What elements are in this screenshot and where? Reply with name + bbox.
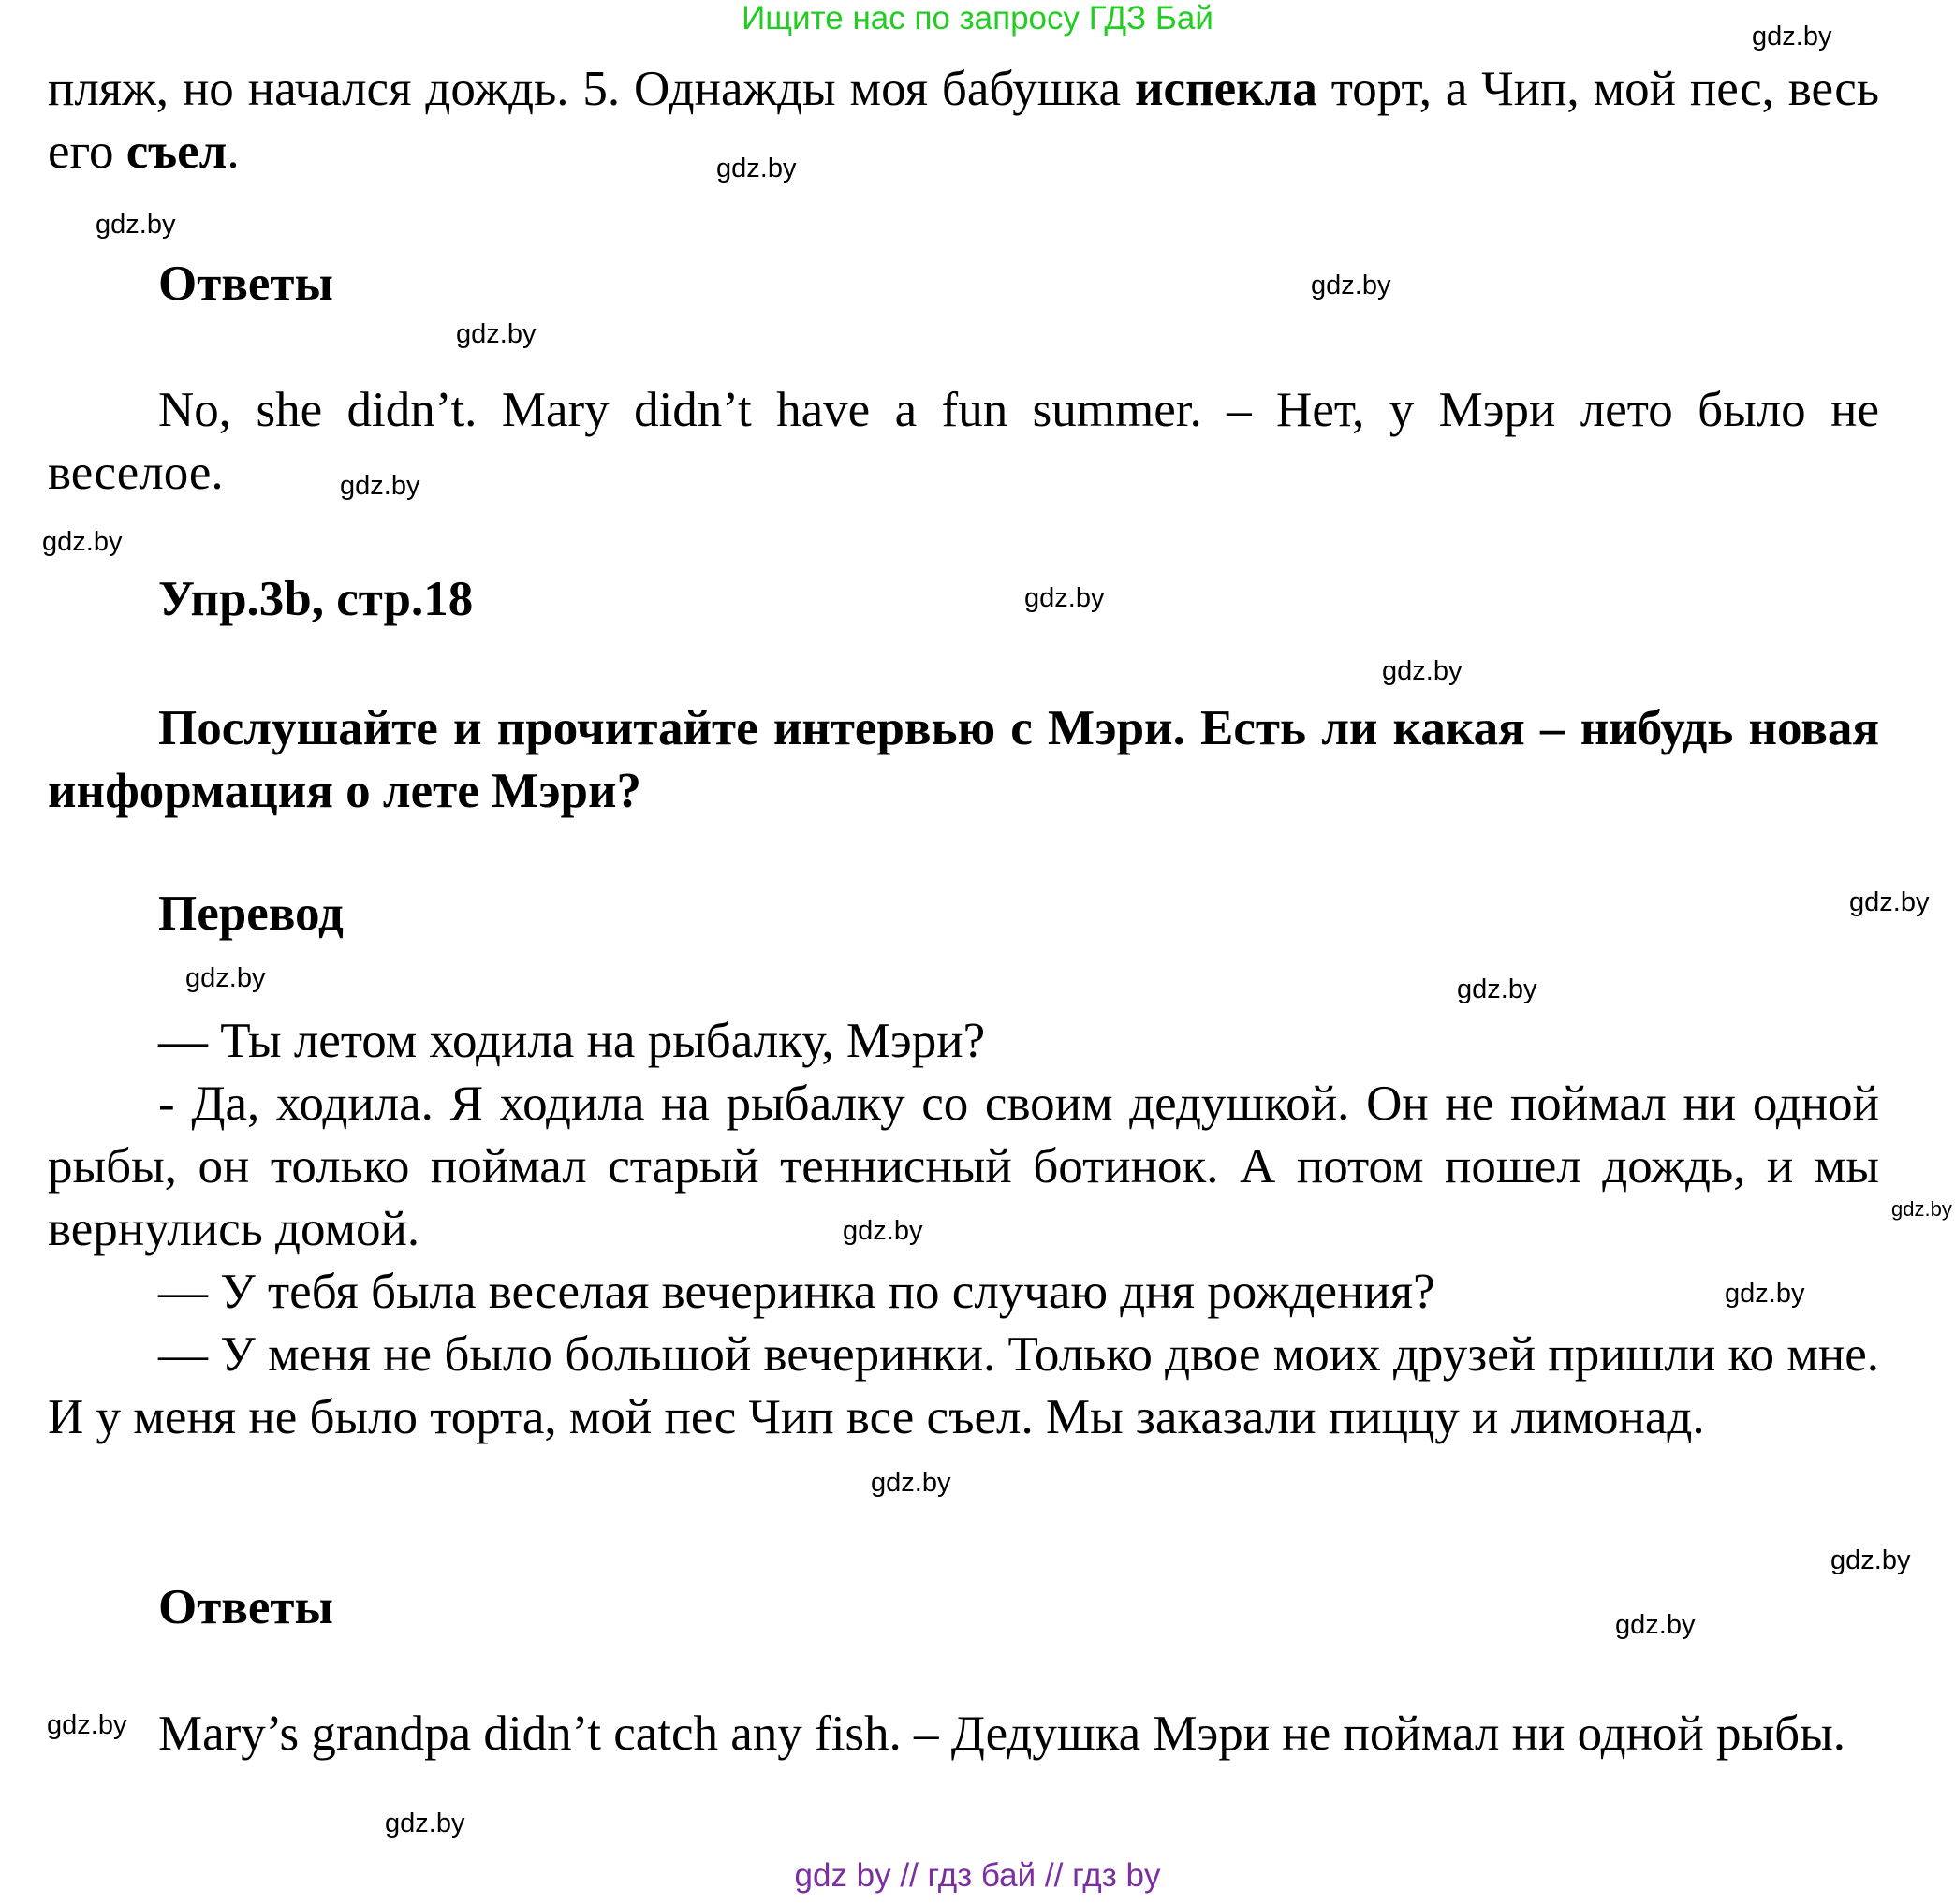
watermark: gdz.by: [96, 210, 176, 240]
watermark: gdz.by: [1615, 1610, 1696, 1640]
answer-paragraph: No, she didn’t. Mary didn’t have a fun summer. – Нет, у Мэри лето было не веселое.: [48, 383, 1879, 500]
translation-dialogue: [48, 1010, 1879, 1449]
dialogue-line: — У тебя была веселая вечеринка по случаю дня рождения?: [158, 1265, 1435, 1319]
intro-text: .: [227, 124, 240, 179]
answers-heading: Ответы: [158, 256, 333, 311]
watermark: gdz.by: [47, 1710, 127, 1740]
watermark: gdz.by: [1382, 656, 1463, 686]
watermark: gdz.by: [871, 1468, 951, 1498]
answer-paragraph: Mary’s grandpa didn’t catch any fish. – Дедушка Мэри не поймал ни одной рыбы.: [158, 1706, 1845, 1761]
watermark: gdz.by: [1849, 887, 1930, 917]
intro-text: торт, а Чип, мой пес, весь его: [48, 62, 1879, 179]
exercise-task: Послушайте и прочитайте интервью с Мэри. Есть ли какая – нибудь новая информация о лете Мэри?: [48, 701, 1879, 818]
intro-paragraph: [48, 58, 1879, 183]
watermark: gdz.by: [1752, 22, 1832, 51]
watermark: gdz.by: [843, 1216, 923, 1246]
dialogue-line: — Ты летом ходила на рыбалку, Мэри?: [158, 1014, 986, 1068]
bold-word: съел: [125, 124, 228, 179]
watermark: gdz.by: [716, 154, 797, 183]
watermark: gdz.by: [1830, 1545, 1911, 1575]
watermark: gdz.by: [1457, 974, 1537, 1004]
watermark: gdz.by: [385, 1809, 465, 1838]
watermark: gdz.by: [1311, 271, 1391, 300]
dialogue-line: — У меня не было большой вечеринки. Только двое моих друзей пришли ко мне. И у меня не было торта, мой пес Чип все съел. Мы заказали пиццу и лимонад.: [48, 1327, 1879, 1444]
footer-links[interactable]: gdz by // гдз бай // гдз by: [794, 1857, 1161, 1894]
answers-heading: Ответы: [158, 1580, 333, 1634]
search-banner[interactable]: Ищите нас по запросу ГДЗ Бай: [742, 0, 1213, 37]
watermark: gdz.by: [456, 319, 537, 349]
translation-heading: Перевод: [158, 886, 344, 941]
intro-text: пляж, но начался дождь. 5. Однажды моя бабушка: [48, 62, 1135, 116]
bold-word: испекла: [1134, 62, 1317, 116]
dialogue-line: - Да, ходила. Я ходила на рыбалку со своим дедушкой. Он не поймал ни одной рыбы, он только поймал старый теннисный ботинок. А потом пошел дождь, и мы вернулись домой.: [48, 1076, 1879, 1256]
watermark: gdz.by: [340, 471, 420, 501]
watermark: gdz.by: [1891, 1197, 1952, 1221]
watermark: gdz.by: [1024, 583, 1105, 613]
watermark: gdz.by: [1725, 1279, 1805, 1309]
exercise-title: Упр.3b, стр.18: [158, 572, 474, 626]
watermark: gdz.by: [185, 963, 266, 993]
watermark: gdz.by: [42, 527, 123, 557]
